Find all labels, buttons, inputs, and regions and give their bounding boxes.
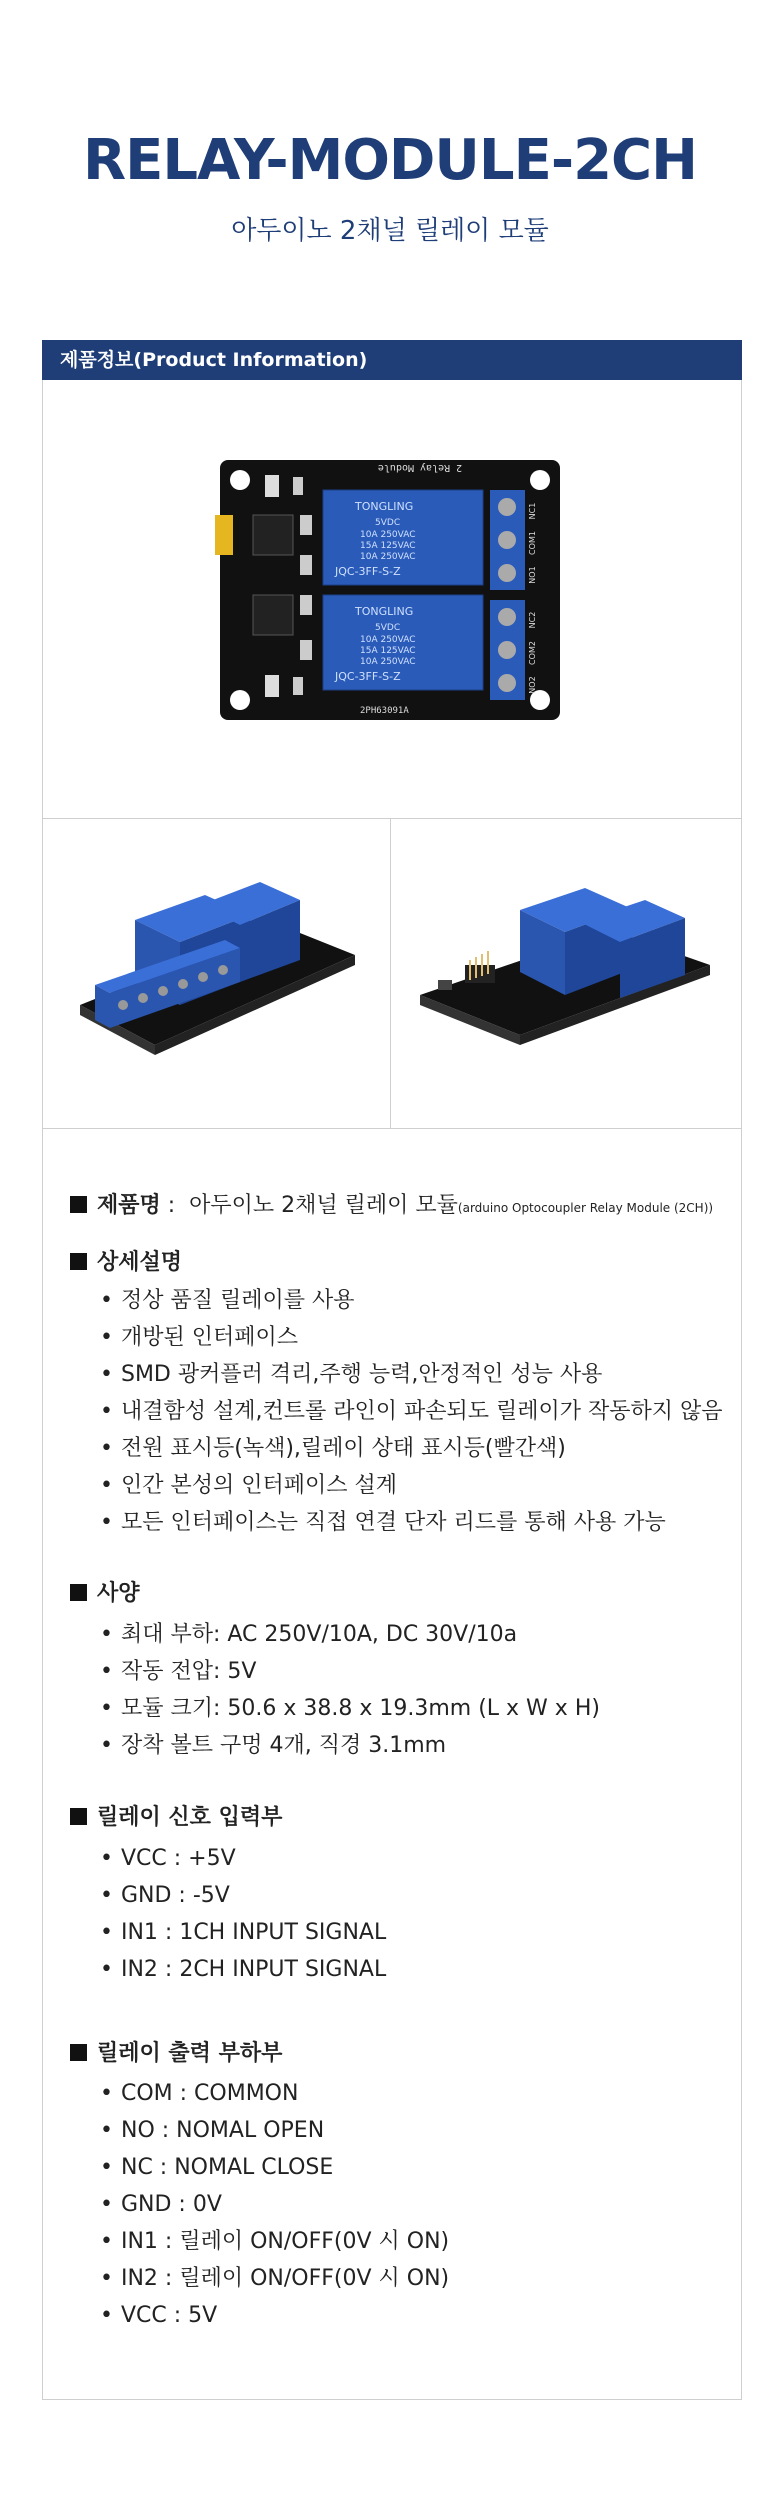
list-item: • GND : -5V — [100, 1877, 386, 1914]
signal-input-list — [100, 1840, 386, 1988]
details-list — [100, 1282, 723, 1541]
square-bullet-icon — [70, 1808, 87, 1825]
square-bullet-icon — [70, 1584, 87, 1601]
section-title-output-load: 릴레이 출력 부하부 — [70, 2036, 282, 2067]
list-item: • 정상 품질 릴레이를 사용 — [100, 1282, 723, 1319]
list-item: • 장착 볼트 구멍 4개, 직경 3.1mm — [100, 1727, 600, 1764]
svg-text:15A 125VAC: 15A 125VAC — [360, 541, 416, 551]
svg-text:JQC-3FF-S-Z: JQC-3FF-S-Z — [335, 670, 401, 683]
jumper — [215, 515, 233, 555]
board-code: 2PH63091A — [360, 706, 409, 716]
divider — [390, 818, 391, 1128]
list-item: • 개방된 인터페이스 — [100, 1319, 723, 1356]
list-item: • 모든 인터페이스는 직접 연결 단자 리드를 통해 사용 가능 — [100, 1504, 723, 1541]
list-item: • GND : 0V — [100, 2186, 449, 2223]
output-load-list — [100, 2075, 449, 2334]
list-item: • 전원 표시등(녹색),릴레이 상태 표시등(빨간색) — [100, 1430, 723, 1467]
svg-text:NC2: NC2 — [528, 611, 537, 629]
spec-list — [100, 1616, 600, 1764]
svg-text:NO1: NO1 — [528, 566, 537, 584]
mount-hole — [230, 690, 250, 710]
optocoupler — [253, 515, 293, 555]
square-bullet-icon — [70, 2044, 87, 2061]
product-title: RELAY-MODULE-2CH — [83, 128, 697, 193]
relay-module-rear-angle-image — [410, 870, 720, 1080]
svg-text:NC1: NC1 — [528, 502, 537, 520]
product-name-row: 제품명 : 아두이노 2채널 릴레이 모듈(arduino Optocoupler Relay Module (2CH)) — [70, 1188, 713, 1219]
svg-text:TONGLING: TONGLING — [355, 605, 414, 618]
product-subtitle: 아두이노 2채널 릴레이 모듈 — [231, 216, 549, 246]
mount-hole — [230, 470, 250, 490]
svg-text:5VDC: 5VDC — [375, 518, 401, 528]
relay-module-top-image — [215, 455, 565, 725]
svg-text:COM2: COM2 — [528, 641, 537, 665]
mount-hole — [530, 470, 550, 490]
list-item: • 모듈 크기: 50.6 x 38.8 x 19.3mm (L x W x H) — [100, 1690, 600, 1727]
list-item: • IN1 : 1CH INPUT SIGNAL — [100, 1914, 386, 1951]
list-item: • IN1 : 릴레이 ON/OFF(0V 시 ON) — [100, 2223, 449, 2260]
svg-text:10A 250VAC: 10A 250VAC — [360, 530, 416, 540]
list-item: • IN2 : 2CH INPUT SIGNAL — [100, 1951, 386, 1988]
divider — [42, 1128, 742, 1129]
list-item: • IN2 : 릴레이 ON/OFF(0V 시 ON) — [100, 2260, 449, 2297]
square-bullet-icon — [70, 1196, 87, 1213]
optocoupler — [253, 595, 293, 635]
square-bullet-icon — [70, 1253, 87, 1270]
product-name-value: 아두이노 2채널 릴레이 모듈 — [189, 1193, 458, 1218]
relay-module-front-angle-image — [75, 870, 365, 1080]
section-title-details: 상세설명 — [70, 1245, 182, 1276]
svg-text:10A 250VAC: 10A 250VAC — [360, 657, 416, 667]
product-name-sub: (arduino Optocoupler Relay Module (2CH)) — [457, 1201, 714, 1215]
svg-text:COM1: COM1 — [528, 531, 537, 555]
svg-text:JQC-3FF-S-Z: JQC-3FF-S-Z — [335, 565, 401, 578]
list-item: • SMD 광커플러 격리,주행 능력,안정적인 성능 사용 — [100, 1356, 723, 1393]
product-name-label: 제품명 — [97, 1193, 161, 1218]
list-item: • NO : NOMAL OPEN — [100, 2112, 449, 2149]
section-header: 제품정보(Product Information) — [42, 340, 742, 380]
divider — [42, 818, 742, 819]
section-title-spec: 사양 — [70, 1576, 140, 1607]
silkscreen-label: 2 Relay Module — [377, 462, 463, 473]
list-item: • 내결함성 설계,컨트롤 라인이 파손되도 릴레이가 작동하지 않음 — [100, 1393, 723, 1430]
list-item: • COM : COMMON — [100, 2075, 449, 2112]
svg-text:5VDC: 5VDC — [375, 623, 401, 633]
list-item: • 인간 본성의 인터페이스 설계 — [100, 1467, 723, 1504]
list-item: • NC : NOMAL CLOSE — [100, 2149, 449, 2186]
svg-text:10A 250VAC: 10A 250VAC — [360, 635, 416, 645]
svg-text:10A 250VAC: 10A 250VAC — [360, 552, 416, 562]
list-item: • VCC : 5V — [100, 2297, 449, 2334]
list-item: • 작동 전압: 5V — [100, 1653, 600, 1690]
list-item: • VCC : +5V — [100, 1840, 386, 1877]
list-item: • 최대 부하: AC 250V/10A, DC 30V/10a — [100, 1616, 600, 1653]
svg-text:TONGLING: TONGLING — [355, 500, 414, 513]
section-title-signal-input: 릴레이 신호 입력부 — [70, 1800, 282, 1831]
svg-text:15A 125VAC: 15A 125VAC — [360, 646, 416, 656]
svg-text:NO2: NO2 — [528, 676, 537, 694]
